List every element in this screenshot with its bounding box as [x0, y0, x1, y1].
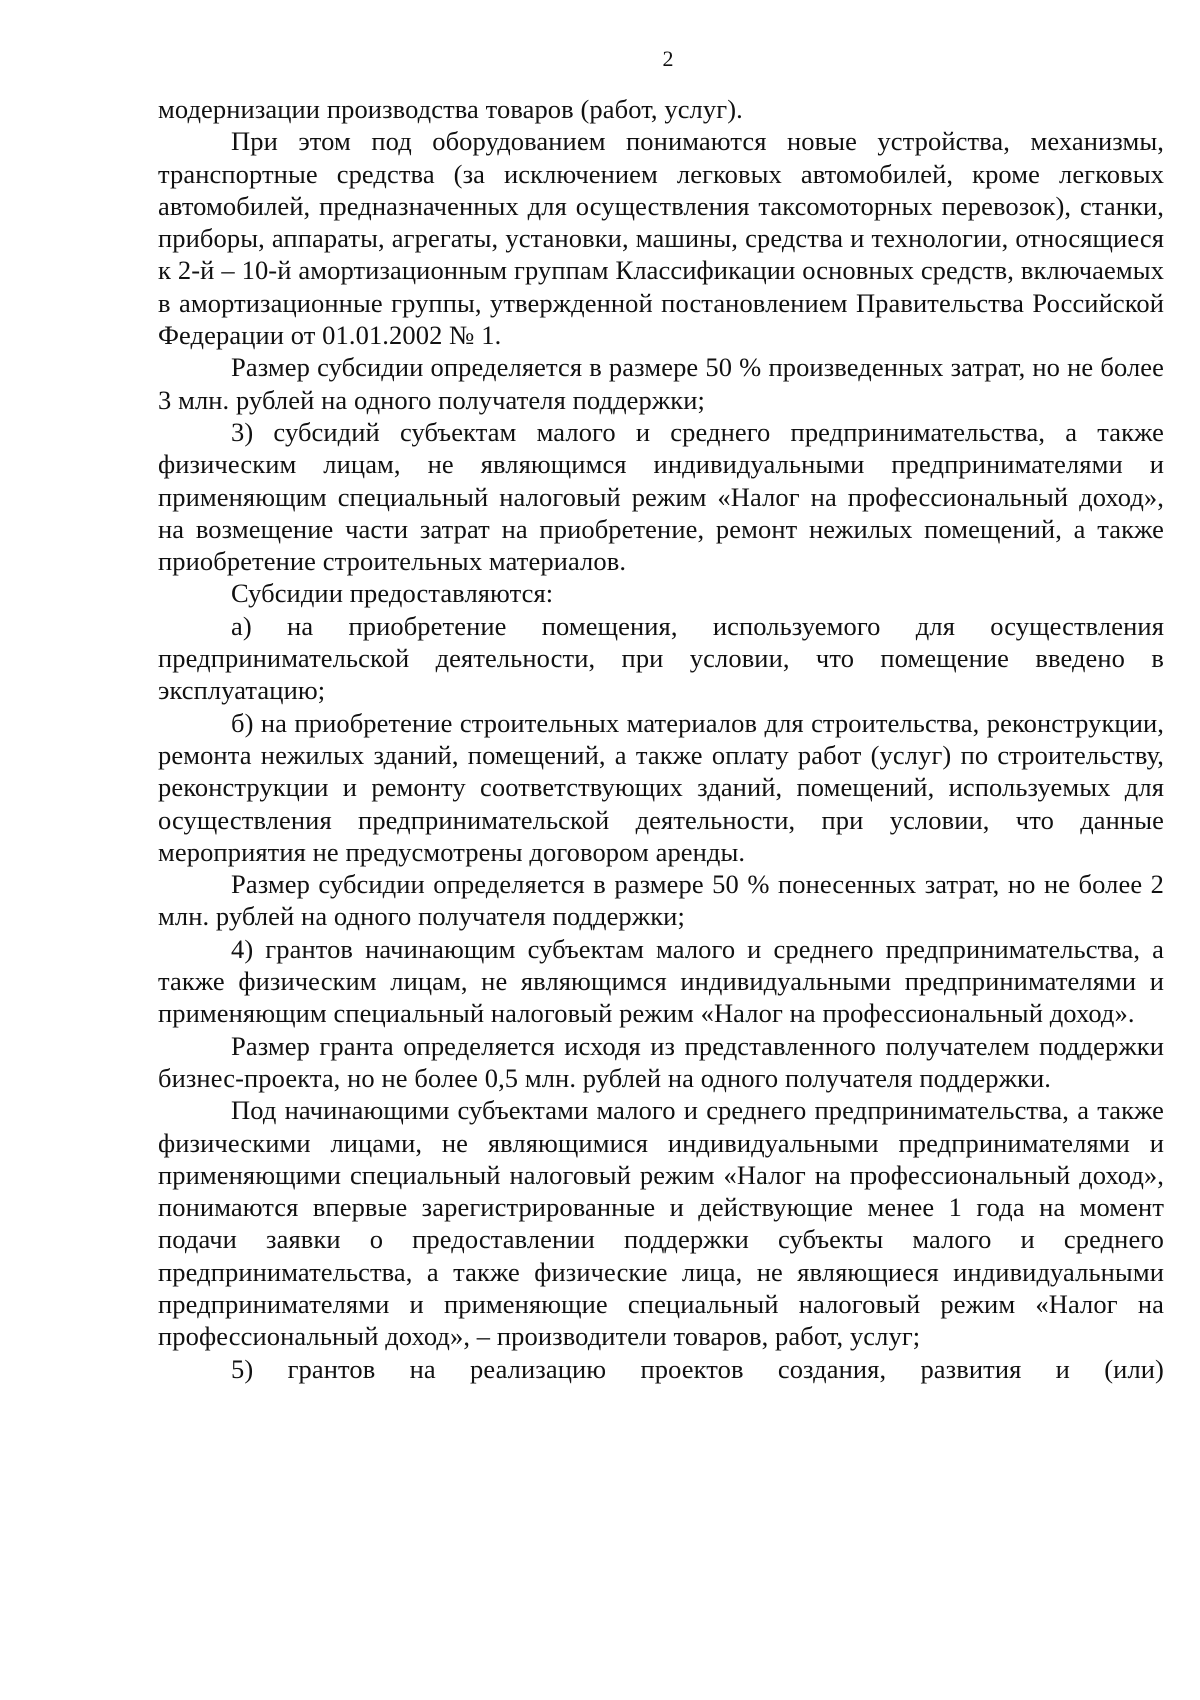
paragraph-item-a: а) на приобретение помещения, используемого для осуществления предпринимательской деятельности, при условии, что помещение введено в эксплуатацию;	[158, 610, 1164, 706]
paragraph-equipment-definition: При этом под оборудованием понимаются новые устройства, механизмы, транспортные средства (за исключением легковых автомобилей, кроме легковых автомобилей, предназначенных для осуществления таксомоторных перевозок), станки, приборы, аппараты, агрегаты, установки, машины, средства и технологии, относящиеся к 2-й – 10-й амортизационным группам Классификации основных средств, включаемых в амортизационные группы, утвержденной постановлением Правительства Российской Федерации от 01.01.2002 № 1.	[158, 126, 1164, 351]
paragraph-grant-amount: Размер гранта определяется исходя из представленного получателем поддержки бизнес-проекта, но не более 0,5 млн. рублей на одного получателя поддержки.	[158, 1030, 1164, 1093]
paragraph-item-4: 4) грантов начинающим субъектам малого и среднего предпринимательства, а также физическим лицам, не являющимся индивидуальными предпринимателями и применяющим специальный налоговый режим «Налог на профессиональный доход».	[158, 933, 1164, 1029]
paragraph-item-5: 5) грантов на реализацию проектов создания, развития и (или)	[231, 1353, 1164, 1384]
paragraph-item-b: б) на приобретение строительных материалов для строительства, реконструкции, ремонта нежилых зданий, помещений, а также оплату работ (услуг) по строительству, реконструкции и ремонту соответствующих зданий, помещений, используемых для осуществления предпринимательской деятельности, при условии, что данные мероприятия не предусмотрены договором аренды.	[158, 707, 1164, 867]
paragraph-continuation: модернизации производства товаров (работ, услуг).	[158, 94, 743, 124]
document-body	[158, 93, 1164, 1385]
paragraph-beginning-entities: Под начинающими субъектами малого и среднего предпринимательства, а также физическими лицами, не являющимися индивидуальными предпринимателями и применяющими специальный налоговый режим «Налог на профессиональный доход», понимаются впервые зарегистрированные и действующие менее 1 года на момент подачи заявки о предоставлении поддержки субъекты малого и среднего предпринимательства, а также физические лица, не являющиеся индивидуальными предпринимателями и применяющие специальный налоговый режим «Налог на профессиональный доход», – производители товаров, работ, услуг;	[158, 1095, 1164, 1352]
paragraph-subsidies-provided: Субсидии предоставляются:	[231, 578, 554, 609]
page-number: 2	[662, 46, 674, 71]
paragraph-subsidy-amount-2: Размер субсидии определяется в размере 50 % понесенных затрат, но не более 2 млн. рублей на одного получателя поддержки;	[158, 869, 1164, 932]
paragraph-subsidy-amount-1: Размер субсидии определяется в размере 50 % произведенных затрат, но не более 3 млн. рублей на одного получателя поддержки;	[158, 352, 1164, 415]
paragraph-item-3: 3) субсидий субъектам малого и среднего предпринимательства, а также физическим лицам, не являющимся индивидуальными предпринимателями и применяющим специальный налоговый режим «Налог на профессиональный доход», на возмещение части затрат на приобретение, ремонт нежилых помещений, а также приобретение строительных материалов.	[158, 416, 1164, 577]
